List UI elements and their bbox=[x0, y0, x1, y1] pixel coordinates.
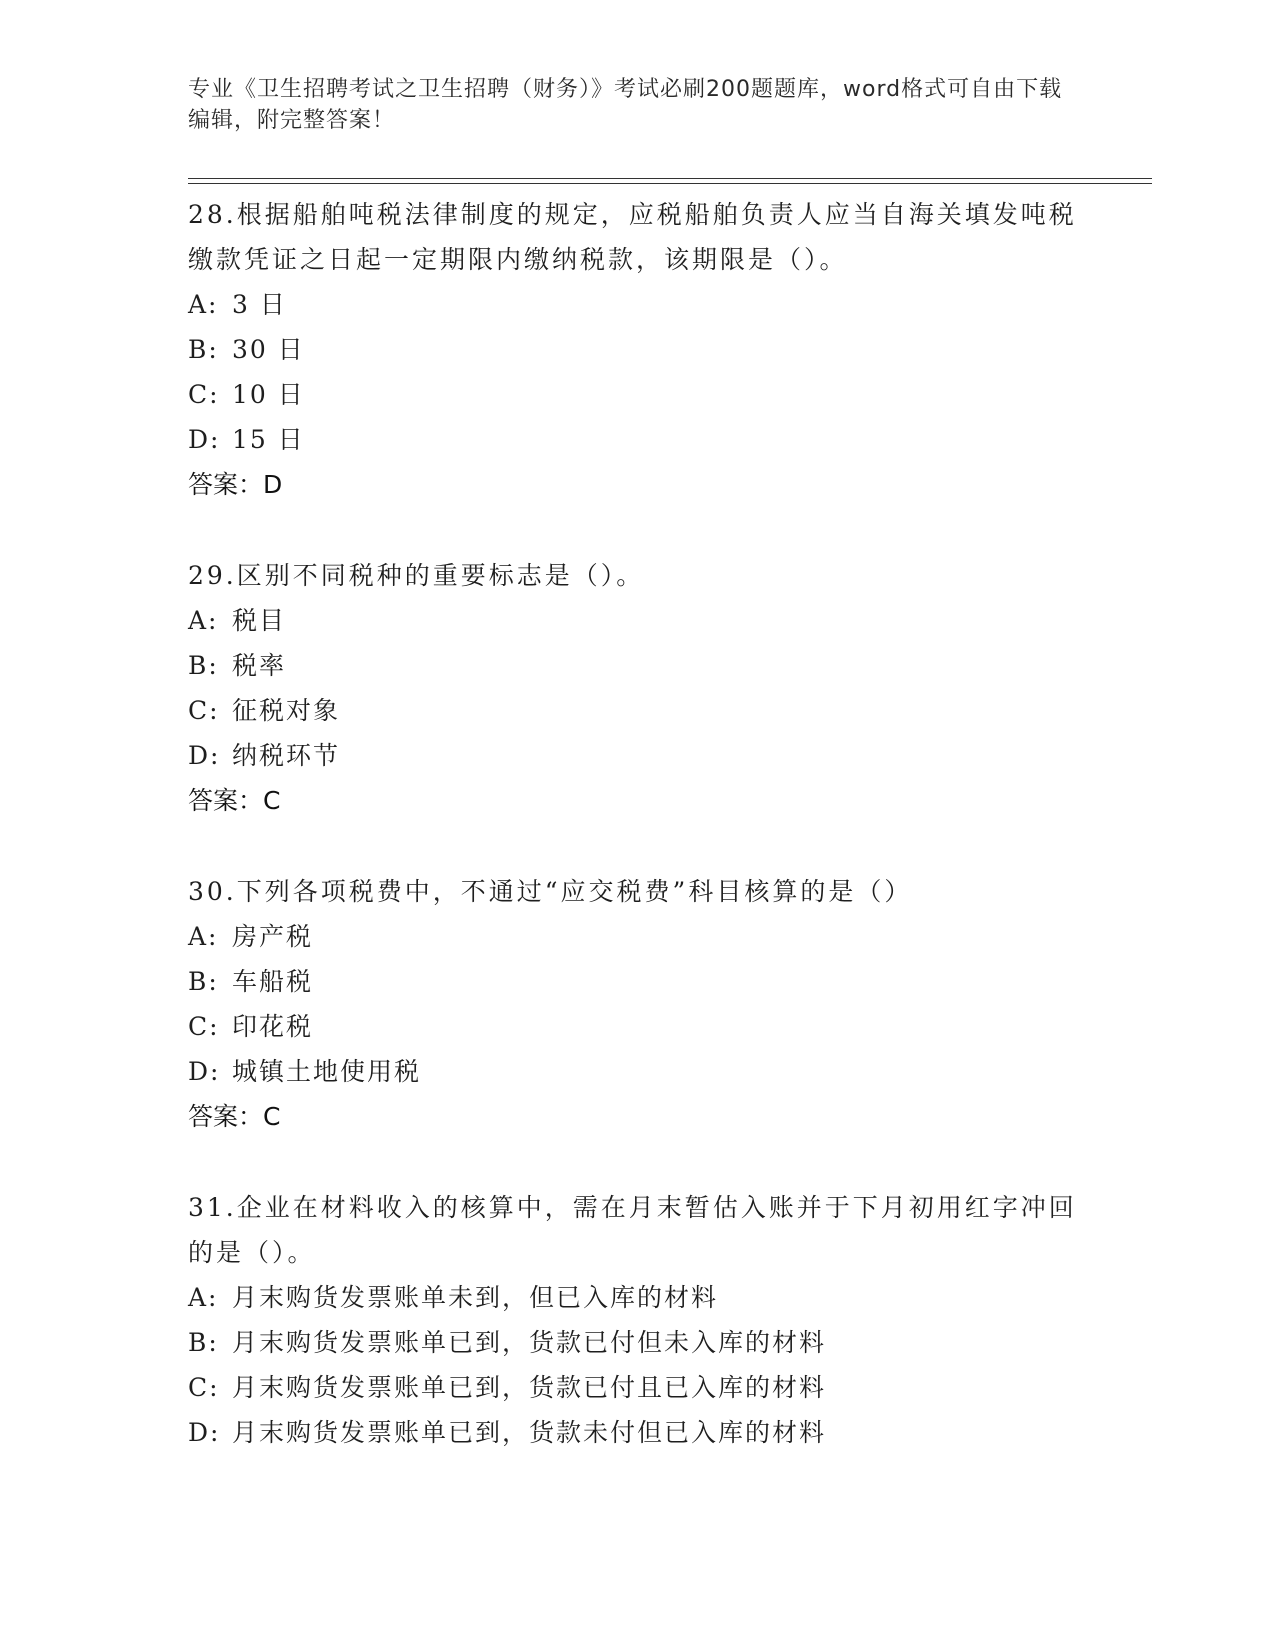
question-list bbox=[188, 192, 1088, 1501]
option-a bbox=[188, 914, 1088, 959]
option-letter: B: bbox=[188, 967, 219, 996]
option-b bbox=[188, 327, 1088, 372]
option-text: 30 日 bbox=[232, 335, 305, 364]
option-text: 征税对象 bbox=[232, 696, 341, 725]
option-text: 车船税 bbox=[232, 967, 314, 996]
question-31 bbox=[188, 1185, 1088, 1455]
option-text: 房产税 bbox=[232, 922, 314, 951]
question-28 bbox=[188, 192, 1088, 507]
option-c bbox=[188, 372, 1088, 417]
option-letter: C: bbox=[188, 1012, 220, 1041]
option-letter: D: bbox=[188, 425, 221, 454]
answer-line: 答案：C bbox=[188, 786, 281, 815]
option-c bbox=[188, 688, 1088, 733]
header-divider-bottom bbox=[188, 183, 1152, 184]
option-letter: C: bbox=[188, 380, 220, 409]
option-text: 纳税环节 bbox=[232, 741, 341, 770]
option-d bbox=[188, 1410, 1088, 1455]
question-stem: 28.根据船舶吨税法律制度的规定，应税船舶负责人应当自海关填发吨税缴款凭证之日起一定期限内缴纳税款，该期限是（）。 bbox=[188, 200, 1077, 274]
option-letter: C: bbox=[188, 696, 220, 725]
option-letter: D: bbox=[188, 1418, 221, 1447]
option-text: 月末购货发票账单已到，货款已付但未入库的材料 bbox=[232, 1328, 827, 1357]
option-letter: C: bbox=[188, 1373, 220, 1402]
option-b bbox=[188, 1320, 1088, 1365]
option-text: 税率 bbox=[232, 651, 287, 680]
question-stem: 31.企业在材料收入的核算中，需在月末暂估入账并于下月初用红字冲回的是（）。 bbox=[188, 1193, 1077, 1267]
option-d bbox=[188, 733, 1088, 778]
answer-line: 答案：C bbox=[188, 1102, 281, 1131]
option-a bbox=[188, 282, 1088, 327]
option-letter: B: bbox=[188, 335, 219, 364]
option-d bbox=[188, 417, 1088, 462]
question-stem: 30.下列各项税费中，不通过“应交税费”科目核算的是（） bbox=[188, 877, 913, 906]
option-b bbox=[188, 643, 1088, 688]
option-letter: A: bbox=[188, 922, 219, 951]
option-c bbox=[188, 1004, 1088, 1049]
option-d bbox=[188, 1049, 1088, 1094]
option-a bbox=[188, 598, 1088, 643]
option-text: 月末购货发票账单已到，货款未付但已入库的材料 bbox=[232, 1418, 827, 1447]
option-a bbox=[188, 1275, 1088, 1320]
question-30 bbox=[188, 869, 1088, 1139]
option-text: 3 日 bbox=[232, 290, 287, 319]
option-letter: A: bbox=[188, 1283, 219, 1312]
option-letter: A: bbox=[188, 290, 219, 319]
header-divider-top bbox=[188, 178, 1152, 179]
option-text: 印花税 bbox=[232, 1012, 314, 1041]
answer-line: 答案：D bbox=[188, 470, 283, 499]
question-29 bbox=[188, 553, 1088, 823]
option-letter: D: bbox=[188, 741, 221, 770]
option-letter: A: bbox=[188, 606, 219, 635]
option-letter: D: bbox=[188, 1057, 221, 1086]
option-text: 10 日 bbox=[232, 380, 305, 409]
document-header: 专业《卫生招聘考试之卫生招聘（财务）》考试必刷200题题库，word格式可自由下载编辑，附完整答案！ bbox=[188, 77, 1063, 133]
question-stem: 29.区别不同税种的重要标志是（）。 bbox=[188, 561, 645, 590]
option-b bbox=[188, 959, 1088, 1004]
option-c bbox=[188, 1365, 1088, 1410]
option-text: 月末购货发票账单未到，但已入库的材料 bbox=[232, 1283, 719, 1312]
option-text: 城镇土地使用税 bbox=[232, 1057, 422, 1086]
option-text: 15 日 bbox=[232, 425, 305, 454]
option-text: 税目 bbox=[232, 606, 287, 635]
option-text: 月末购货发票账单已到，货款已付且已入库的材料 bbox=[232, 1373, 827, 1402]
option-letter: B: bbox=[188, 1328, 219, 1357]
option-letter: B: bbox=[188, 651, 219, 680]
